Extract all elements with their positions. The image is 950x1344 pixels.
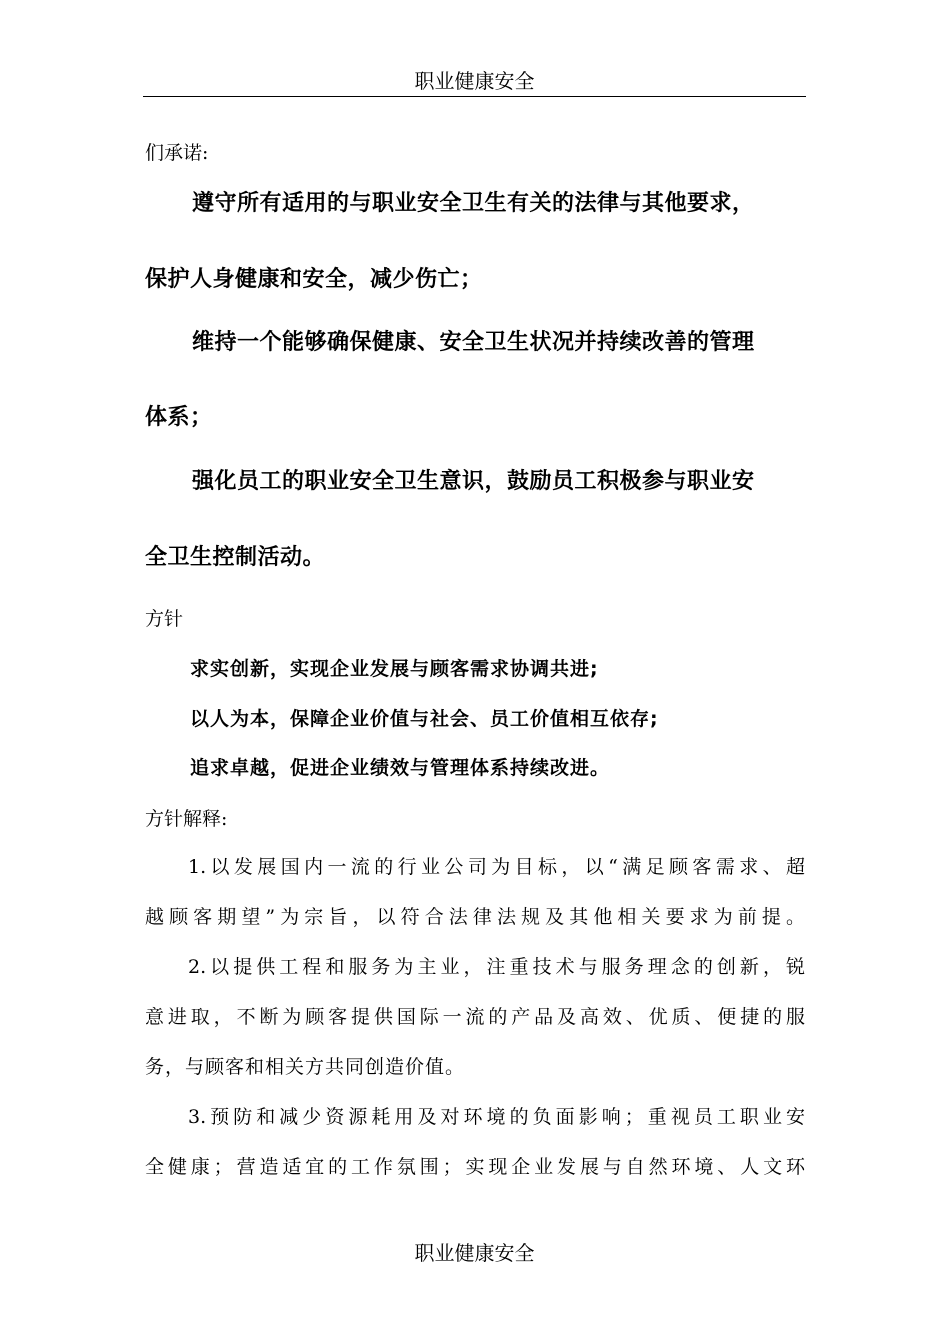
explanation-p2-line-2: 意进取，不断为顾客提供国际一流的产品及高效、优质、便捷的服 (145, 1006, 805, 1028)
commitment-item-3-line-2: 全卫生控制活动。 (145, 545, 326, 570)
policy-line-1: 求实创新，实现企业发展与顾客需求协调共进; (190, 658, 599, 680)
explanation-p2-line-1: 2.以提供工程和服务为主业，注重技术与服务理念的创新，锐 (188, 956, 805, 978)
commitment-item-3-line-1: 强化员工的职业安全卫生意识，鼓励员工积极参与职业安 (192, 469, 755, 494)
policy-line-3: 追求卓越，促进企业绩效与管理体系持续改进。 (190, 757, 611, 779)
commitment-item-1-line-1: 遵守所有适用的与职业安全卫生有关的法律与其他要求， (192, 191, 755, 216)
explanation-p2-line-3: 务，与顾客和相关方共同创造价值。 (145, 1056, 466, 1078)
page-footer: 职业健康安全 (414, 1241, 535, 1265)
commitment-item-1-line-2: 保护人身健康和安全，减少伤亡； (145, 267, 483, 292)
commitment-lead: 们承诺: (145, 142, 209, 164)
policy-heading: 方针 (145, 608, 184, 630)
explanation-p1-line-1: 1.以发展国内一流的行业公司为目标，以“满足顾客需求、超 (188, 856, 805, 878)
explanation-p1-line-2: 越顾客期望”为宗旨，以符合法律法规及其他相关要求为前提。 (145, 906, 805, 928)
commitment-item-2-line-1: 维持一个能够确保健康、安全卫生状况并持续改善的管理 (192, 330, 755, 355)
commitment-item-2-line-2: 体系； (145, 405, 213, 430)
explanation-p3-line-2: 全健康；营造适宜的工作氛围；实现企业发展与自然环境、人文环 (145, 1156, 805, 1178)
page-header: 职业健康安全 (143, 64, 806, 97)
explanation-p3-line-1: 3.预防和减少资源耗用及对环境的负面影响；重视员工职业安 (188, 1106, 805, 1128)
explanation-heading: 方针解释: (145, 808, 228, 830)
policy-line-2: 以人为本，保障企业价值与社会、员工价值相互依存; (190, 708, 659, 730)
